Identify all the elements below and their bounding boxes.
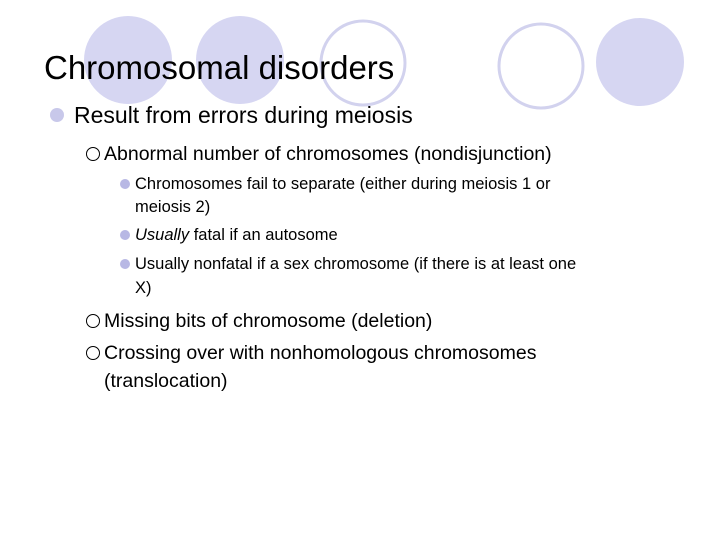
bullet-text: Abnormal number of chromosomes (nondisjunction) bbox=[104, 143, 552, 165]
bullet-text-line1: Usually nonfatal if a sex chromosome (if there is at least one bbox=[135, 255, 577, 273]
ring-bullet-icon bbox=[86, 147, 100, 161]
bullet-text bbox=[135, 223, 338, 247]
bullet-text-line1: Crossing over with nonhomologous chromosomes bbox=[104, 342, 537, 364]
deco-circle-5 bbox=[596, 18, 684, 106]
emphasis-text: Usually bbox=[135, 226, 190, 244]
small-disc-bullet-icon bbox=[120, 179, 130, 189]
bullet-text-rest: fatal if an autosome bbox=[189, 226, 338, 244]
deco-circle-4 bbox=[499, 24, 583, 108]
disc-bullet-icon bbox=[50, 108, 64, 122]
small-disc-bullet-icon bbox=[120, 230, 130, 240]
bullet-text-line1: Chromosomes fail to separate (either during meiosis 1 or bbox=[135, 175, 551, 193]
bullet-text-line2: meiosis 2) bbox=[135, 198, 211, 216]
bullet-text: Result from errors during meiosis bbox=[74, 102, 413, 128]
ring-bullet-icon bbox=[86, 346, 100, 360]
ring-bullet-icon bbox=[86, 314, 100, 328]
bullet-text-line2: (translocation) bbox=[104, 370, 228, 392]
small-disc-bullet-icon bbox=[120, 259, 130, 269]
bullet-text-line2: X) bbox=[135, 279, 152, 297]
bullet-text: Missing bits of chromosome (deletion) bbox=[104, 310, 433, 332]
slide-title: Chromosomal disorders bbox=[44, 49, 395, 86]
